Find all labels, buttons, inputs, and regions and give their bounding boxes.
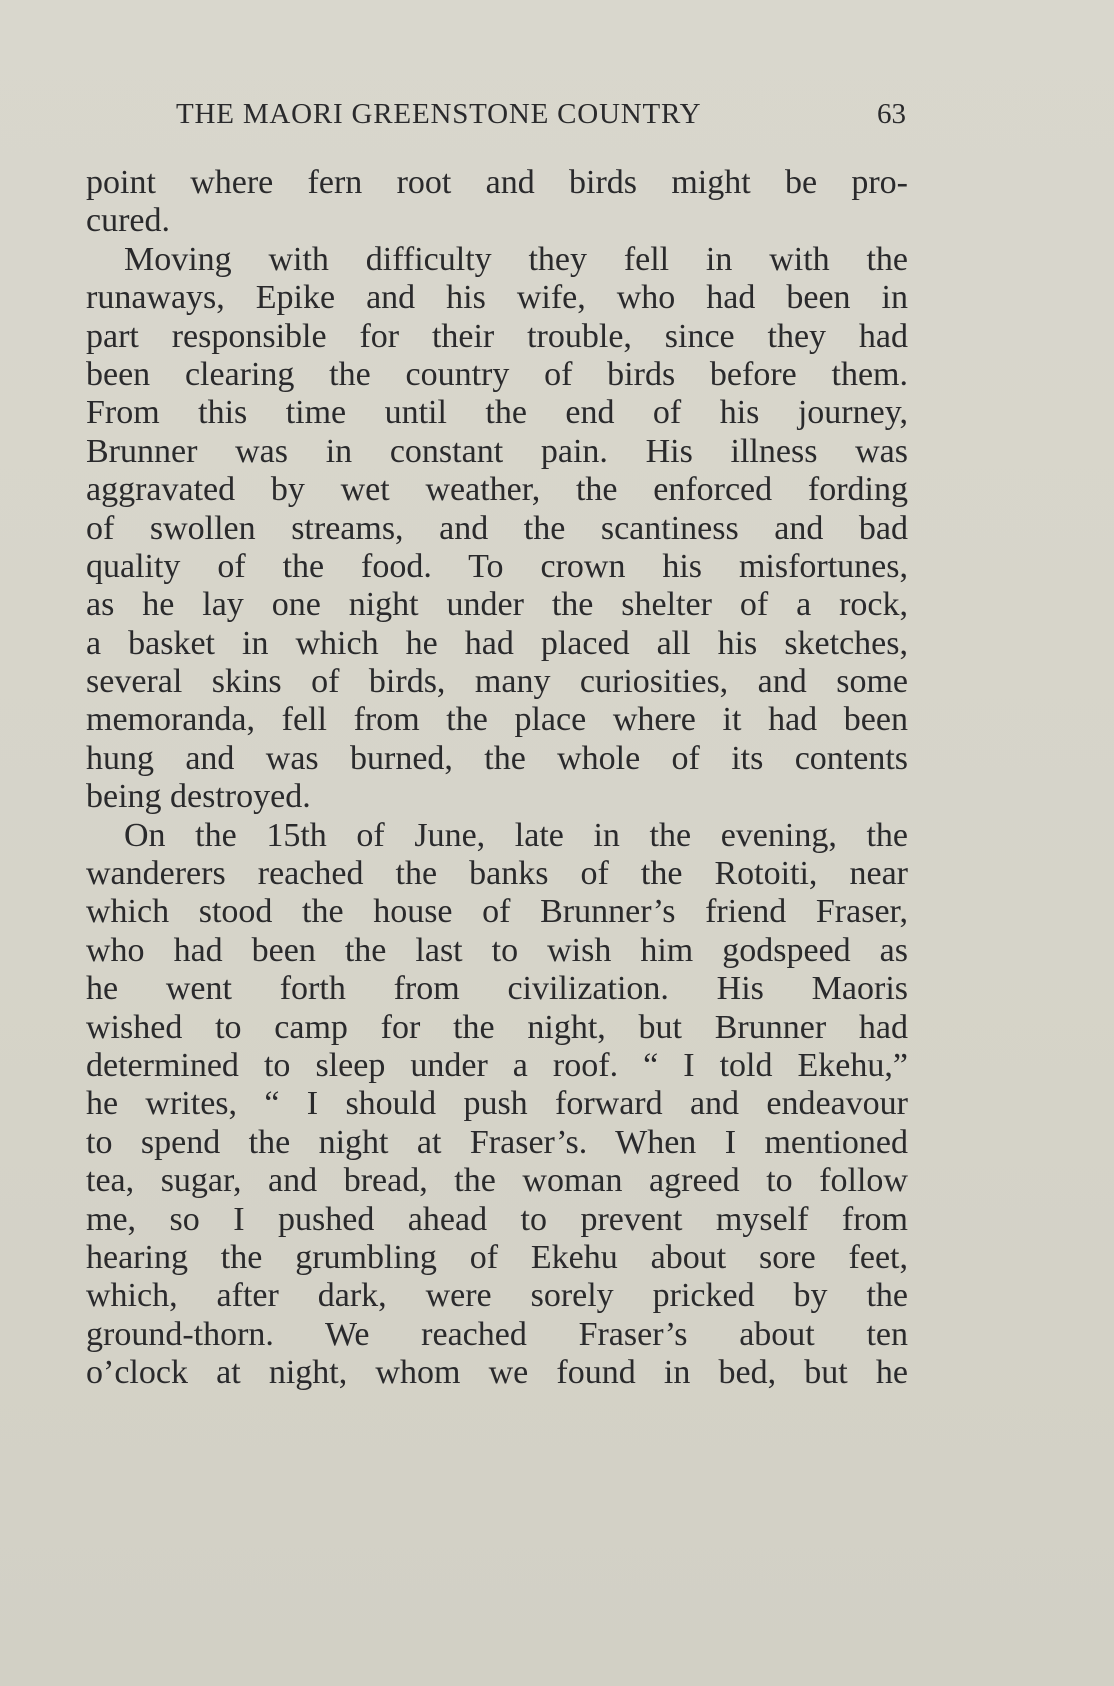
text-line: to spend the night at Fraser’s. When I mentioned [86, 1123, 908, 1161]
paragraph-first-line: Moving with difficulty they fell in with the [124, 240, 908, 278]
text-line: which stood the house of Brunner’s friend Fraser, [86, 893, 908, 931]
text-line: determined to sleep under a roof. “ I told Ekehu,” [86, 1046, 908, 1084]
text-line: Brunner was in constant pain. His illness was [86, 432, 908, 470]
text-line: quality of the food. To crown his misfortunes, [86, 547, 908, 585]
text-line: a basket in which he had placed all his sketches, [86, 624, 908, 662]
text-line: me, so I pushed ahead to prevent myself from [86, 1200, 908, 1238]
text-line: being destroyed. [86, 778, 311, 816]
text-line: point where fern root and birds might be pro- [86, 164, 908, 201]
text-line: which, after dark, were sorely pricked by the [86, 1277, 908, 1315]
text-line: runaways, Epike and his wife, who had been in [86, 279, 908, 317]
text-line: ground-thorn. We reached Fraser’s about ten [86, 1315, 908, 1353]
text-line: wanderers reached the banks of the Rotoiti, near [86, 855, 908, 893]
text-line: of swollen streams, and the scantiness and bad [86, 509, 908, 547]
body-text [86, 164, 908, 1393]
text-line: as he lay one night under the shelter of a rock, [86, 586, 908, 624]
text-line: been clearing the country of birds before them. [86, 355, 908, 393]
running-title: THE MAORI GREENSTONE COUNTRY [176, 98, 702, 130]
text-line: he writes, “ I should push forward and endeavour [86, 1085, 908, 1123]
text-line: hearing the grumbling of Ekehu about sore feet, [86, 1238, 908, 1276]
text-line: wished to camp for the night, but Brunner had [86, 1008, 908, 1046]
text-line: memoranda, fell from the place where it had been [86, 701, 908, 739]
page-number: 63 [877, 98, 906, 130]
text-line: hung and was burned, the whole of its contents [86, 739, 908, 777]
paragraph-first-line: On the 15th of June, late in the evening, the [124, 816, 908, 854]
text-line: several skins of birds, many curiosities, and some [86, 663, 908, 701]
text-line: aggravated by wet weather, the enforced fording [86, 471, 908, 509]
text-line: he went forth from civilization. His Maoris [86, 970, 908, 1008]
text-line: o’clock at night, whom we found in bed, but he [86, 1354, 908, 1392]
text-line: who had been the last to wish him godspeed as [86, 931, 908, 969]
text-line: part responsible for their trouble, since they had [86, 317, 908, 355]
running-head [176, 98, 906, 138]
text-line: From this time until the end of his journey, [86, 394, 908, 432]
text-line: tea, sugar, and bread, the woman agreed to follow [86, 1162, 908, 1200]
text-line: cured. [86, 202, 171, 240]
